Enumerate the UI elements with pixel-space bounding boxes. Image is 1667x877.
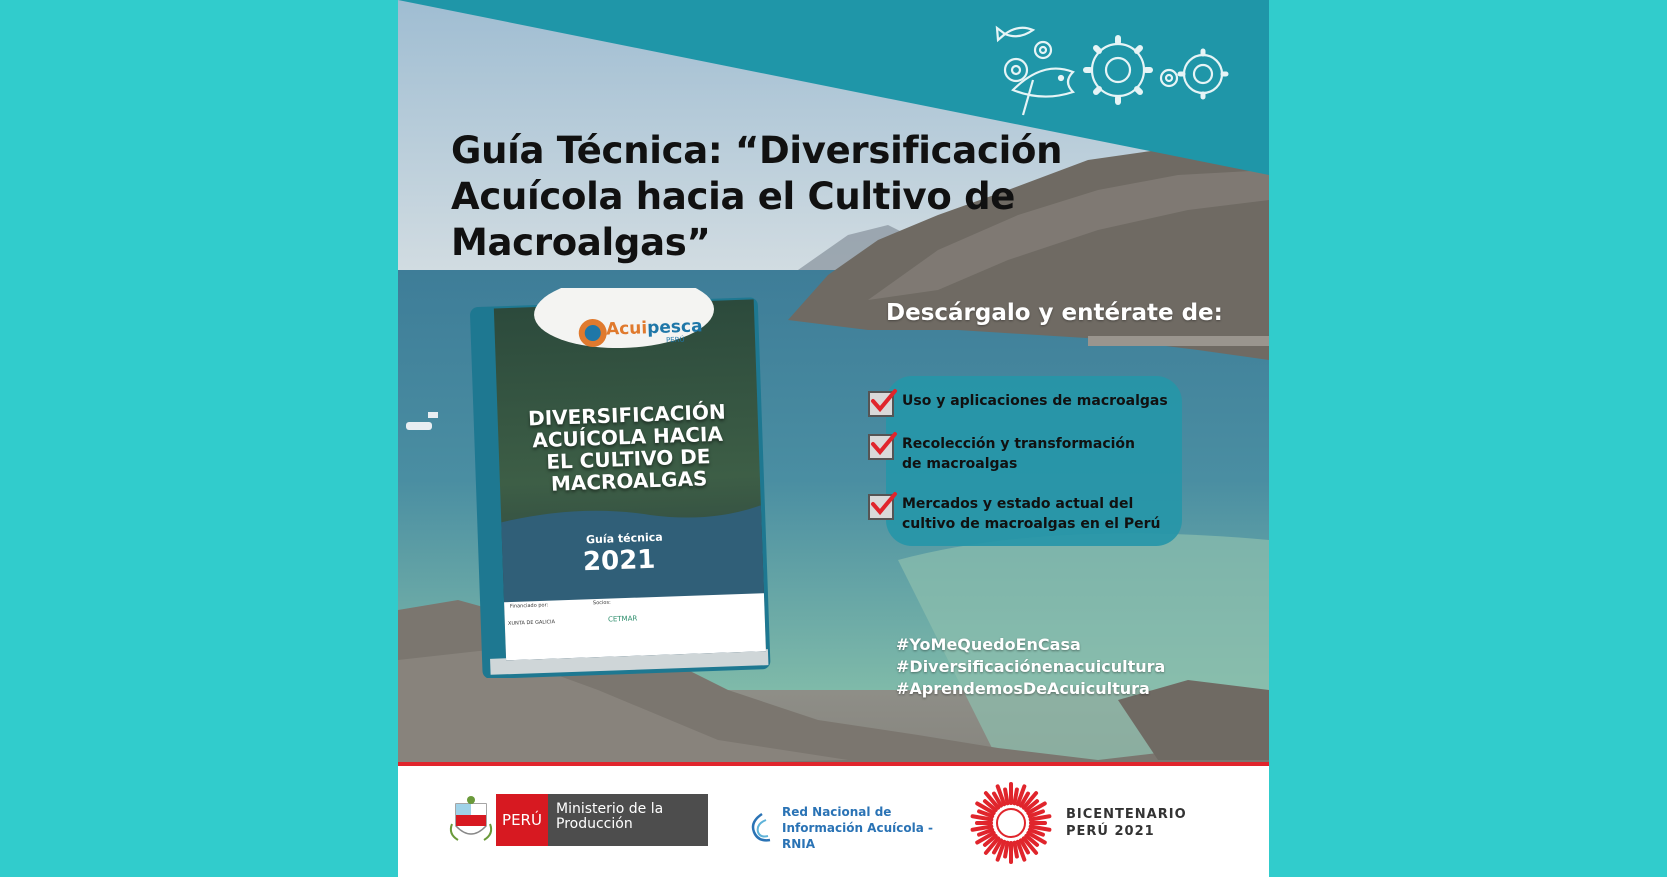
topic-item xyxy=(868,391,1172,417)
book-title: DIVERSIFICACIÓN ACUÍCOLA HACIA EL CULTIVO DE MACROALGAS xyxy=(527,399,726,496)
peru-label: PERÚ xyxy=(496,794,548,846)
hashtag[interactable]: #YoMeQuedoEnCasa xyxy=(896,635,1081,654)
ministry-name: Ministerio de la Producción xyxy=(548,794,708,846)
rnia-name: Red Nacional de Información Acuícola - RNIA xyxy=(782,805,933,851)
bicentenario-line1: BICENTENARIO xyxy=(1066,807,1187,822)
rnia-wave-icon xyxy=(748,810,776,846)
ministry-logo xyxy=(446,794,708,846)
book-funder-logo: XUNTA DE GALICIA xyxy=(507,619,556,627)
topic-text: Mercados y estado actual del cultivo de macroalgas en el Perú xyxy=(902,496,1161,532)
topic-text: Uso y aplicaciones de macroalgas xyxy=(902,393,1168,409)
guide-title: Guía Técnica: “Diversificación Acuícola hacia el Cultivo de Macroalgas” xyxy=(451,129,1063,264)
topic-item xyxy=(868,434,1152,474)
bicentenario-line2: PERÚ 2021 xyxy=(1066,824,1155,839)
book-type: Guía técnica xyxy=(585,530,663,547)
hashtags xyxy=(896,634,1165,700)
hashtag[interactable]: #Diversificaciónenacuicultura xyxy=(896,657,1166,676)
book-year: 2021 xyxy=(582,544,656,578)
book-partner-logo: CETMAR xyxy=(607,614,638,624)
book-partners-label: Socios: xyxy=(592,599,611,607)
bicentenario-logo-icon xyxy=(968,780,1054,866)
gears-fish-icon xyxy=(993,20,1243,120)
check-icon xyxy=(868,391,894,417)
download-cta: Descárgalo y entérate de: xyxy=(886,300,1223,326)
book-brand: Acuipesca xyxy=(605,316,703,340)
bicentenario-text xyxy=(1066,806,1187,840)
topic-text: Recolección y transformación de macroalgas xyxy=(902,436,1136,472)
book-funded-label: Financiado por: xyxy=(509,602,549,610)
check-icon xyxy=(868,494,894,520)
topic-item xyxy=(868,494,1172,534)
rnia-logo xyxy=(748,804,962,852)
check-icon xyxy=(868,434,894,460)
poster xyxy=(398,0,1269,877)
coat-of-arms-icon xyxy=(446,794,496,846)
book-brand-sub: PERÚ xyxy=(665,335,685,345)
hashtag[interactable]: #AprendemosDeAcuicultura xyxy=(896,679,1150,698)
